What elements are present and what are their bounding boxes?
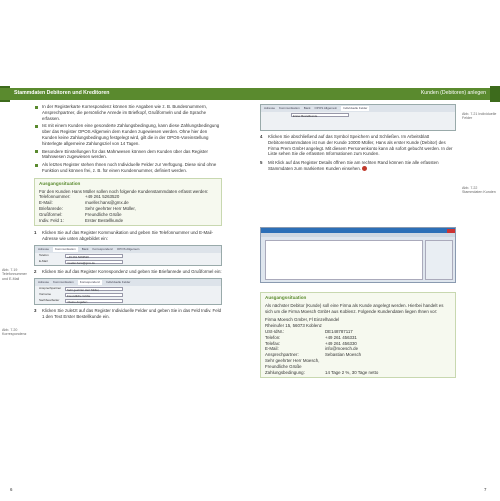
kv-key: E-Mail:	[265, 346, 279, 352]
kv-key: USt-IdNr.:	[265, 328, 285, 334]
kv-key: Indiv. Feld 1:	[39, 217, 64, 223]
scenario-title: Ausgangssituation	[265, 295, 307, 300]
screenshot-individuelle-felder	[260, 104, 456, 131]
tab-adresse[interactable]: Adresse	[38, 246, 50, 251]
tab-individuelle[interactable]: Individuelle Felder	[106, 279, 131, 284]
tab-opos[interactable]: OPOS Allgemein	[116, 246, 140, 251]
left-page	[34, 100, 222, 321]
step-4: 4 Klicken Sie abschließend auf das Symbol Speichern und Schließen. Im Arbeitsblatt Debitorenstammdaten ist nun der Kunde 10000 Müller, Hans als erster Kunde (Debitor) des Firma Prem GmbH angelegt. Mit diesem Personenkonto kann ab sofort gebucht werden. In der Liste sehen Sie die erfassten Informationen zum Kunden.	[260, 134, 453, 157]
screenshot-korrespondenz	[34, 278, 222, 305]
bullet-opos: Ist mit einem Kunden eine gesonderte Zahlungsbedingung, kann diese Zahlungsbedingung über das Register OPOS Allgemein dem Kunden zugewiesen werden. Ohne hier den Kunden keine Zahlungsbedingung festgelegt wird, gilt die in der OPOS-Voreinstellung hinterlegte allgemeine Zahlungsziel von 14 Tagen.	[34, 123, 222, 146]
kv-key: Grußformel:	[39, 211, 63, 217]
tab-adresse[interactable]: Adresse	[38, 279, 50, 284]
closing: Freundliche Grüße	[265, 363, 302, 369]
tab-kommunikation[interactable]: Kommunikation	[55, 246, 76, 251]
step-4-text: Klicken Sie abschließend auf das Symbol Speichern und Schließen. Im Arbeitsblatt Debitorenstammdaten ist nun der Kunde 10000 Müller, Hans als erster Kunde (Debitor) des Firma Prem GmbH angelegt. Mit diesem Personenkonto kann ab sofort gebucht werden. In der Liste sehen Sie die erfassten Informationen zum Kunden.	[268, 134, 453, 157]
kv-key: Telefax:	[265, 340, 281, 346]
kv-value: info@moesch.de	[325, 346, 359, 352]
tab-adresse[interactable]: Adresse	[264, 106, 276, 110]
scenario-box	[34, 178, 222, 227]
tab-opos[interactable]: OPOS Allgemein	[314, 106, 338, 110]
field-label: Sachbearbeiter	[39, 297, 60, 302]
kv-value: DE148787117	[325, 328, 353, 334]
tab-korrespondenz[interactable]: Korrespondenz	[92, 246, 113, 251]
figure-caption: Abb. 7.22 Stammdaten Kunden	[462, 186, 496, 195]
salutation: Sehr geehrter Herr Moesch,	[265, 357, 320, 363]
tab-individuelle[interactable]: Individuelle Felder	[343, 106, 368, 110]
company-name: Firma Moesch GmbH, Fl Einzelhandel	[265, 317, 340, 323]
telefon-input[interactable]: +49 261 5263520	[65, 254, 123, 258]
kv-key: Telefon:	[265, 334, 281, 340]
sachbearbeiter-select[interactable]: <Keine Angabe>	[65, 299, 123, 303]
grussformel-input[interactable]: Freundliche Grüße	[65, 293, 123, 297]
tab-kommunikation[interactable]: Kommunikation	[53, 279, 74, 284]
email-input[interactable]: mueller.hans@gmx.de	[65, 260, 123, 264]
kv-key: Briefanrede:	[39, 205, 63, 211]
step-2-text: Klicken Sie auf das Register Korrespondenz und geben Sie Briefanrede und Grußformel ein:	[42, 268, 222, 274]
kv-value: 14 Tage 2 %, 30 Tage netto	[325, 369, 379, 375]
kv-value: Sehr geehrter Herr Müller,	[85, 205, 136, 211]
kv-key: Ansprechpartner:	[265, 352, 299, 358]
field-label: Ansprechpartner	[39, 285, 62, 290]
scenario-intro: Als nächster Debitor (Kunde) soll eine Firma als Kunde angelegt werden. Hierbei handelt es sich um die Firma Moesch GmbH aus Koblenz. Folgende Kundendaten liegen Ihnen vor:	[265, 302, 444, 314]
kv-value: Sebastian Moesch	[325, 352, 362, 358]
step-5: 5 Mit Klick auf das Register Details öffnen Sie am rechten Rand können Sie alle erfassten Stammdaten zum markierten Kunden einsehen.	[260, 160, 439, 171]
step-3: 3 Klicken Sie zuletzt auf das Register Individuelle Felder und geben Sie in das Feld Indiv. Feld 1 den Text Erster Bestellkunde ein.	[34, 307, 222, 319]
close-icon[interactable]	[447, 229, 455, 233]
screenshot-kommunikation	[34, 245, 222, 266]
kv-key: Telefonnummer:	[39, 194, 71, 200]
indiv-feld-input[interactable]: Erster Bestellkunde	[291, 113, 349, 117]
left-running-title: Stammdaten Debitoren und Kreditoren	[14, 90, 110, 96]
kv-key: E-Mail:	[39, 200, 53, 206]
bullet-individuelle-felder: Als letztes Register stehen Ihnen noch Individuelle Felder zur Verfügung. Diese sind ohne Funktion und können frei, z. B. für einen Kundennummer, definiert werden.	[34, 162, 222, 174]
kv-value: +49 261 5263520	[85, 194, 120, 200]
figure-caption: Abb. 7.21 Individuelle Felder	[462, 112, 497, 121]
tab-korrespondenz[interactable]: Korrespondenz	[79, 279, 101, 284]
debtor-list[interactable]	[265, 240, 423, 280]
scenario-box-2	[260, 292, 456, 378]
kv-value: Freundliche Grüße	[85, 211, 122, 217]
kv-value: +49 261 456331	[325, 334, 357, 340]
details-badge-icon	[362, 166, 367, 171]
kv-value: Erster Bestellkunde	[85, 217, 124, 223]
right-page-lower	[260, 292, 456, 378]
bullet-korrespondenz: In der Registerkarte Korrespondenz können Sie Angaben wie z. B. Bundesnummern, Ansprechpartner, die persönliche Anrede im Briefkopf, Grußformeln und die Sprache erfassen.	[34, 104, 222, 121]
field-label: Telefon	[39, 253, 49, 258]
chapter-marker-right	[490, 86, 500, 102]
field-label: E-Mail	[39, 259, 48, 264]
figure-caption: Abb. 7.20 Korrespondenz	[2, 328, 27, 337]
details-sidebar[interactable]	[425, 240, 453, 280]
kv-value: +49 261 456330	[325, 340, 357, 346]
right-page	[260, 100, 456, 174]
kv-key: Zahlungsbedingung:	[265, 369, 305, 375]
step-1: 1 Klicken Sie auf das Register Kommunikation und geben Sie Telefonnummer und E-Mail-Adresse wie unten abgebildet ein:	[34, 230, 213, 242]
ribbon-toolbar	[261, 233, 455, 237]
scenario-intro: Für den Kunden Hans Müller sollen noch folgende Kundenstammdaten erfasst werden:	[39, 188, 209, 194]
figure-caption: Abb. 7.19 Telefonnummer und E-Mail	[2, 268, 27, 281]
program-screenshot	[260, 227, 456, 283]
scenario-title: Ausgangssituation	[39, 180, 81, 186]
briefanrede-input[interactable]: Sehr geehrter Herr Müller,	[65, 287, 123, 291]
page-number: 7	[484, 487, 487, 492]
tab-bank[interactable]: Bank	[81, 246, 89, 251]
step-5-text: Mit Klick auf das Register Details öffnen Sie am rechten Rand können Sie alle erfassten Stammdaten zum markierten Kunden einsehen.	[268, 160, 439, 171]
page-number: 6	[10, 487, 13, 492]
field-label: Vorname	[39, 291, 52, 296]
step-3-text: Klicken Sie zuletzt auf das Register Individuelle Felder und geben Sie in das Feld Indiv. Feld 1 den Text Erster Bestellkunde ein.	[42, 307, 222, 319]
tab-kommunikation[interactable]: Kommunikation	[279, 106, 300, 110]
kv-value: mueller.hans@gmx.de	[85, 200, 129, 206]
company-address: Rheinufer 15, 56073 Koblenz	[265, 323, 322, 329]
step-2: 2 Klicken Sie auf das Register Korrespondenz und geben Sie Briefanrede und Grußformel ein:	[34, 268, 222, 274]
tab-bank[interactable]: Bank	[303, 106, 311, 110]
chapter-header-band	[0, 88, 500, 100]
step-1-text: Klicken Sie auf das Register Kommunikation und geben Sie Telefonnummer und E-Mail-Adresse wie unten abgebildet ein:	[42, 230, 213, 242]
bullet-mahnwesen: Besondere Einstellungen für das Mahnwesen können dem Kunden über das Register Mahnwesen zugewiesen werden.	[34, 149, 222, 161]
right-running-title: Kunden (Debitoren) anlegen	[420, 90, 486, 96]
